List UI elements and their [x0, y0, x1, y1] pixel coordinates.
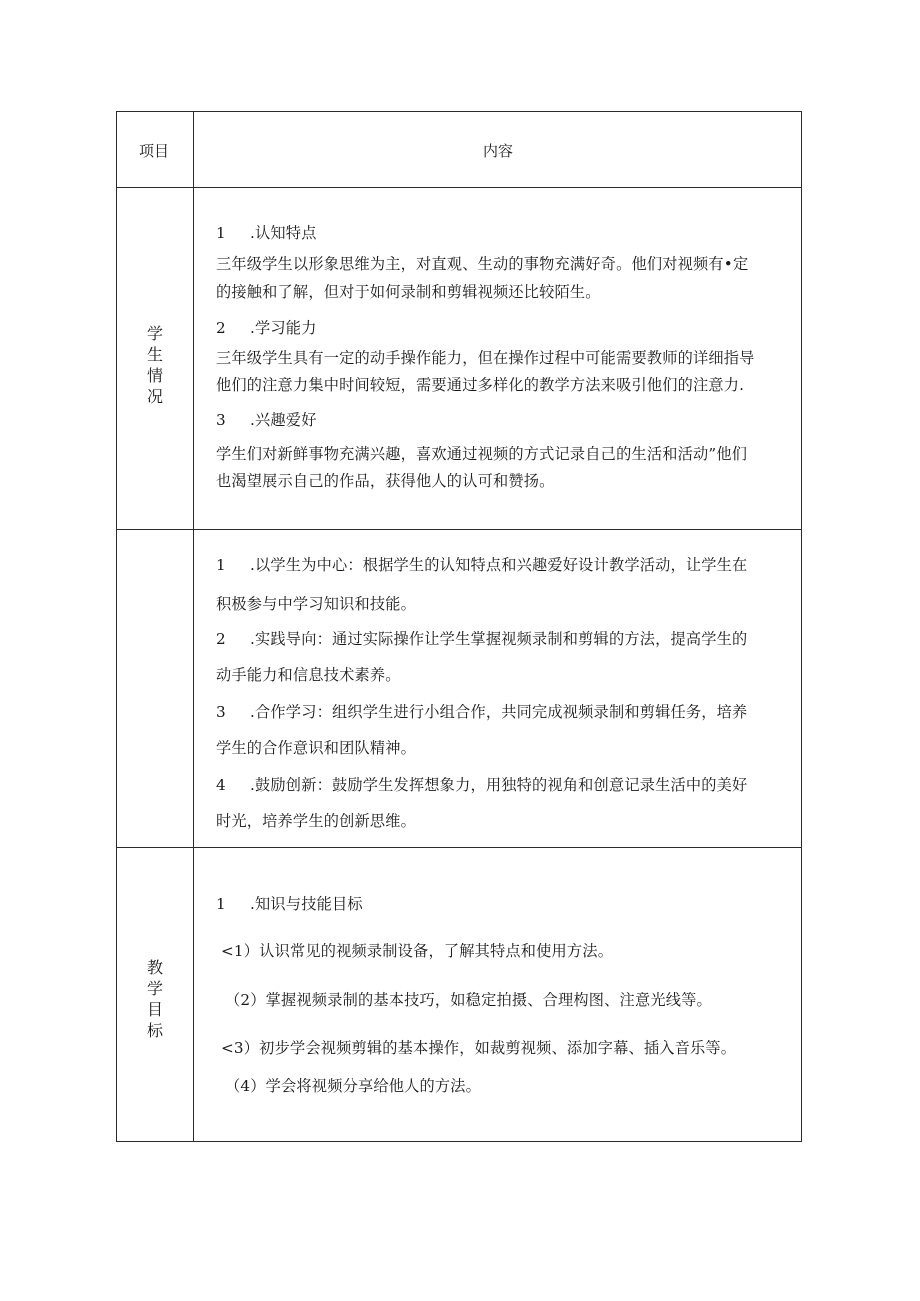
goals-heading: 1 .知识与技能目标 [216, 895, 363, 913]
goal-item-4: （4）学会将视频分享给他人的方法。 [225, 1077, 482, 1095]
principle-item-4: 4 .鼓励创新：鼓励学生发挥想象力，用独特的视角和创意记录生活中的美好 [216, 776, 748, 794]
student-item-2-title: 2 .学习能力 [216, 319, 317, 337]
label-char: 教 [146, 958, 163, 977]
student-item-3-line: 学生们对新鲜事物充满兴趣，喜欢通过视频的方式记录自己的生活和活动”他们 [216, 445, 748, 463]
principle-item-2: 2 .实践导向：通过实际操作让学生掌握视频录制和剪辑的方法，提高学生的 [216, 630, 748, 648]
student-item-1-line: 三年级学生以形象思维为主，对直观、生动的事物充满好奇。他们对视频有•定 [216, 255, 749, 273]
principle-item-4-cont: 时光，培养学生的创新思维。 [216, 812, 417, 830]
column-divider [193, 112, 194, 1141]
goal-item-1: <1）认识常见的视频录制设备，了解其特点和使用方法。 [221, 942, 614, 960]
row-divider [117, 847, 801, 848]
student-item-1-title: 1 .认知特点 [216, 224, 317, 242]
student-item-2-line: 他们的注意力集中时间较短，需要通过多样化的教学方法来吸引他们的注意力. [216, 376, 745, 394]
principle-item-3-cont: 学生的合作意识和团队精神。 [216, 739, 417, 757]
goal-item-2: （2）掌握视频录制的基本技巧，如稳定拍摄、合理构图、注意光线等。 [225, 991, 712, 1009]
row-divider [117, 187, 801, 188]
principle-item-3: 3 .合作学习：组织学生进行小组合作，共同完成视频录制和剪辑任务，培养 [216, 703, 748, 721]
lesson-plan-table [116, 111, 802, 1142]
label-char: 目 [146, 1000, 163, 1019]
header-col-content: 内容 [483, 142, 514, 160]
student-item-3-title: 3 .兴趣爱好 [216, 411, 317, 429]
label-char: 学 [146, 979, 163, 998]
label-char: 学 [146, 324, 163, 343]
goals-section-label [117, 957, 193, 1041]
label-char: 生 [146, 345, 163, 364]
header-col-project: 项目 [139, 142, 170, 160]
student-item-2-line: 三年级学生具有一定的动手操作能力，但在操作过程中可能需要教师的详细指导 [216, 349, 755, 367]
student-item-3-line: 也渴望展示自己的作品，获得他人的认可和赞扬。 [216, 472, 555, 490]
principle-item-1: 1 .以学生为中心：根据学生的认知特点和兴趣爱好设计教学活动，让学生在 [216, 556, 748, 574]
principle-item-1-cont: 积极参与中学习知识和技能。 [216, 595, 417, 613]
goal-item-3: <3）初步学会视频剪辑的基本操作，如裁剪视频、添加字幕、插入音乐等。 [221, 1039, 737, 1057]
label-char: 标 [146, 1021, 163, 1040]
principle-item-2-cont: 动手能力和信息技术素养。 [216, 666, 401, 684]
label-char: 情 [146, 366, 163, 385]
student-item-1-line: 的接触和了解，但对于如何录制和剪辑视频还比较陌生。 [216, 283, 601, 301]
label-char: 况 [146, 387, 163, 406]
student-section-label [117, 323, 193, 407]
row-divider [117, 529, 801, 530]
